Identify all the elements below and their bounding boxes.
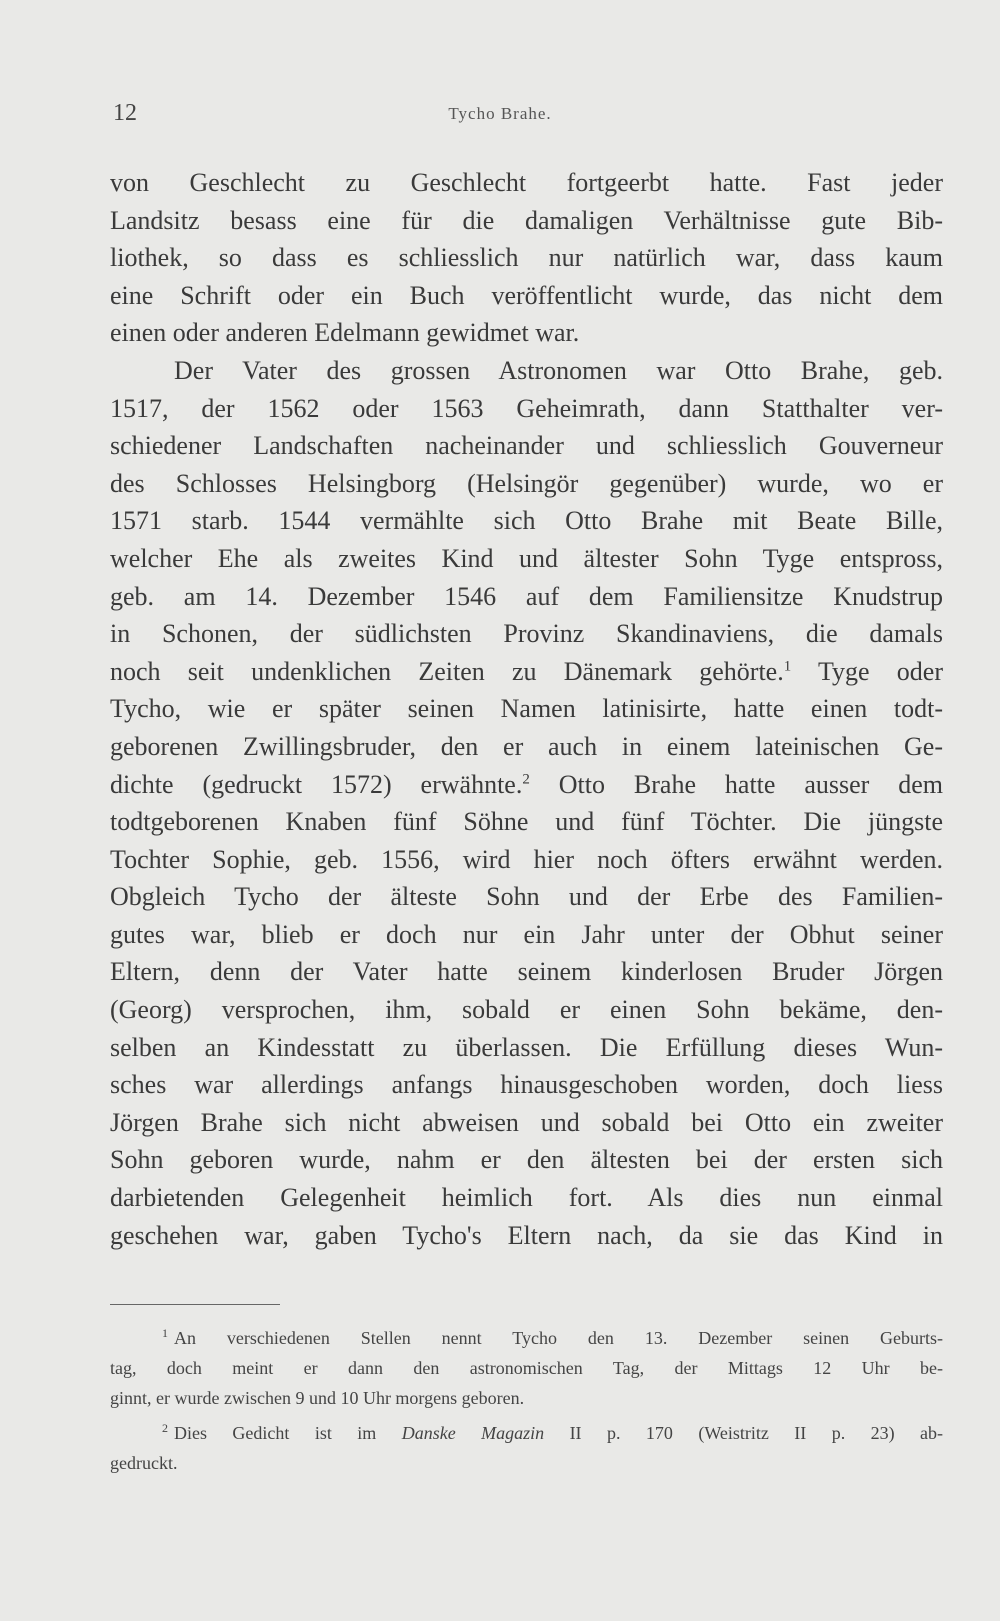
text-line: von Geschlecht zu Geschlecht fortgeerbt hatte. Fast jeder bbox=[110, 168, 943, 197]
text-line: Eltern, denn der Vater hatte seinem kinderlosen Bruder Jörgen bbox=[110, 957, 943, 987]
text-line: Obgleich Tycho der älteste Sohn und der Erbe des Familien- bbox=[110, 882, 943, 912]
text-line bbox=[110, 653, 943, 691]
footnote-mark: 2 bbox=[162, 1421, 168, 1435]
footnote-divider bbox=[110, 1304, 280, 1305]
text-line: einen oder anderen Edelmann gewidmet war. bbox=[110, 318, 580, 348]
text-segment: Tyge oder bbox=[817, 656, 943, 686]
text-line: darbietenden Gelegenheit heimlich fort. Als dies nun einmal bbox=[110, 1183, 943, 1213]
text-segment: An verschiedenen Stellen nennt Tycho den 13. Dezember seinen Geburts- bbox=[174, 1328, 943, 1348]
text-line: geschehen war, gaben Tycho's Eltern nach, da sie das Kind in bbox=[110, 1220, 943, 1250]
footnotes bbox=[110, 1318, 943, 1478]
footnote-line: gedruckt. bbox=[110, 1453, 178, 1473]
text-line: (Georg) versprochen, ihm, sobald er einen Sohn bekäme, den- bbox=[110, 995, 943, 1025]
text-segment: Dies Gedicht ist im bbox=[174, 1423, 377, 1443]
text-line: eine Schrift oder ein Buch veröffentlicht wurde, das nicht dem bbox=[110, 280, 943, 310]
text-line: 1517, der 1562 oder 1563 Geheimrath, dann Statthalter ver- bbox=[110, 393, 943, 423]
text-line: schiedener Landschaften nacheinander und schliesslich Gouverneur bbox=[110, 431, 943, 461]
text-line: Der Vater des grossen Astronomen war Otto Brahe, geb. bbox=[174, 355, 943, 385]
body-text bbox=[110, 164, 943, 1254]
text-line: welcher Ehe als zweites Kind und ältester Sohn Tyge entspross, bbox=[110, 543, 943, 573]
running-head: Tycho Brahe. bbox=[448, 104, 552, 123]
text-line: Jörgen Brahe sich nicht abweisen und sobald bei Otto ein zweiter bbox=[110, 1107, 943, 1137]
text-line: geb. am 14. Dezember 1546 auf dem Familiensitze Knudstrup bbox=[110, 581, 943, 611]
text-line: Tycho, wie er später seinen Namen latinisirte, hatte einen todt- bbox=[110, 694, 943, 724]
text-line: in Schonen, der südlichsten Provinz Skandinaviens, die damals bbox=[110, 619, 943, 649]
footnote-line bbox=[110, 1413, 943, 1448]
text-line: gutes war, blieb er doch nur ein Jahr unter der Obhut seiner bbox=[110, 919, 943, 949]
text-segment: noch seit undenklichen Zeiten zu Dänemark gehörte. bbox=[110, 656, 784, 686]
text-line: Tochter Sophie, geb. 1556, wird hier noch öfters erwähnt werden. bbox=[110, 844, 943, 874]
text-segment: Otto Brahe hatte ausser dem bbox=[558, 769, 943, 799]
footnote-line: ginnt, er wurde zwischen 9 und 10 Uhr morgens geboren. bbox=[110, 1388, 525, 1408]
text-line: selben an Kindesstatt zu überlassen. Die Erfüllung dieses Wun- bbox=[110, 1032, 943, 1062]
page-number: 12 bbox=[113, 100, 137, 126]
text-segment: II p. 170 (Weistritz II p. 23) ab- bbox=[569, 1423, 944, 1443]
text-line: 1571 starb. 1544 vermählte sich Otto Brahe mit Beate Bille, bbox=[110, 506, 943, 536]
text-segment: dichte (gedruckt 1572) erwähnte. bbox=[110, 769, 523, 799]
text-line: liothek, so dass es schliesslich nur natürlich war, dass kaum bbox=[110, 243, 943, 273]
footnote-ref[interactable]: 2 bbox=[522, 770, 530, 787]
text-line: Landsitz besass eine für die damaligen Verhältnisse gute Bib- bbox=[110, 205, 943, 235]
text-line: sches war allerdings anfangs hinausgeschoben worden, doch liess bbox=[110, 1070, 943, 1100]
footnote-ref[interactable]: 1 bbox=[783, 658, 792, 675]
text-line: todtgeborenen Knaben fünf Söhne und fünf Töchter. Die jüngste bbox=[110, 807, 943, 837]
footnote-mark: 1 bbox=[162, 1326, 168, 1340]
footnote-line bbox=[110, 1318, 943, 1353]
text-line: des Schlosses Helsingborg (Helsingör gegenüber) wurde, wo er bbox=[110, 468, 943, 498]
text-line: Sohn geboren wurde, nahm er den ältesten bei der ersten sich bbox=[110, 1145, 943, 1175]
footnote-line: tag, doch meint er dann den astronomischen Tag, der Mittags 12 Uhr be- bbox=[110, 1358, 943, 1378]
text-line: geborenen Zwillingsbruder, den er auch in einem lateinischen Ge- bbox=[110, 731, 943, 761]
text-line bbox=[110, 766, 943, 804]
publication-title: Danske Magazin bbox=[401, 1423, 545, 1443]
